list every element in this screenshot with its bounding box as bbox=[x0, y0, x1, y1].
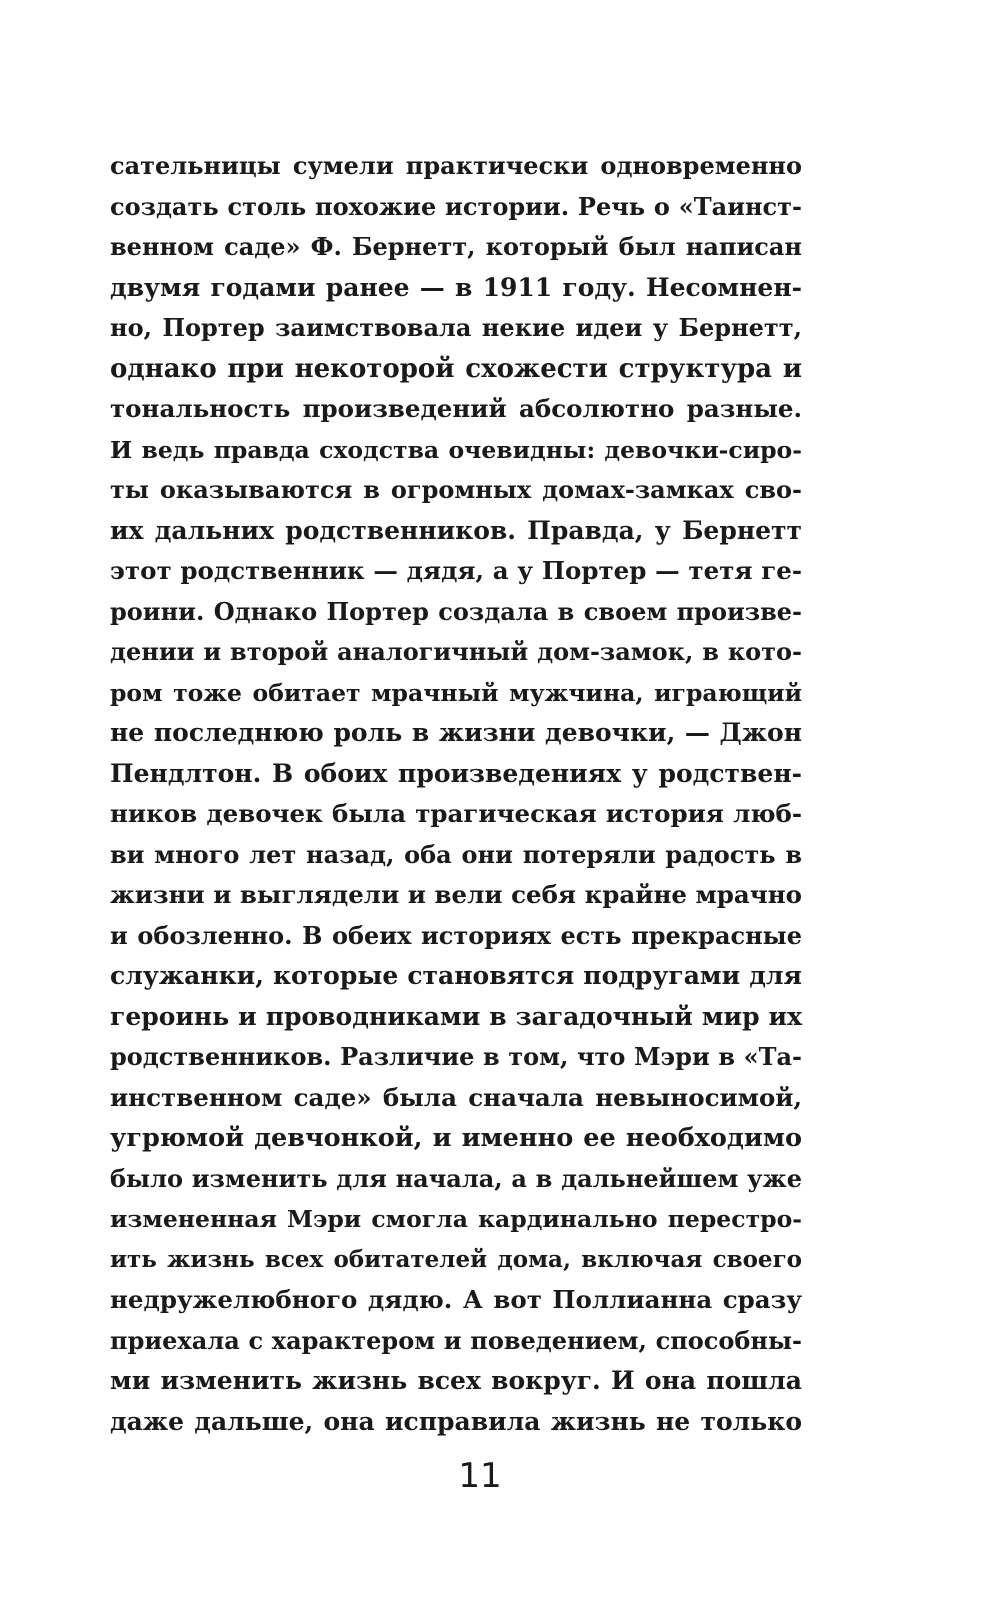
text-line: измененная Мэри смогла кардинально перестро- bbox=[110, 1205, 802, 1233]
text-line: служанки, которые становятся подругами для bbox=[110, 961, 802, 990]
text-line: их дальних родственников. Правда, у Бернетт bbox=[110, 515, 802, 545]
body-text bbox=[110, 146, 802, 1442]
text-line: ром тоже обитает мрачный мужчина, играющий bbox=[110, 678, 802, 707]
text-line: дении и второй аналогичный дом-замок, в кото- bbox=[110, 637, 802, 666]
text-line: инственном саде» была сначала невыносимой, bbox=[110, 1082, 802, 1112]
text-line: и обозленно. В обеих историях есть прекрасные bbox=[110, 920, 802, 950]
text-line: тональность произведений абсолютно разные. bbox=[110, 394, 802, 423]
text-line: создать столь похожие истории. Речь о «Таинст- bbox=[110, 191, 802, 221]
text-line: ников девочек была трагическая история люб- bbox=[110, 799, 802, 828]
text-line: героинь и проводниками в загадочный мир их bbox=[110, 1001, 802, 1031]
text-line: ить жизнь всех обитателей дома, включая своего bbox=[110, 1245, 802, 1273]
text-line: даже дальше, она исправила жизнь не только bbox=[110, 1406, 802, 1436]
text-line: сательницы сумели практически одновременно bbox=[110, 151, 802, 180]
text-line: венном саде» Ф. Бернетт, который был написан bbox=[110, 232, 802, 261]
text-line: ми изменить жизнь всех вокруг. И она пошла bbox=[110, 1366, 802, 1395]
text-line: жизни и выглядели и вели себя крайне мрачно bbox=[110, 880, 802, 909]
text-line: двумя годами ранее — в 1911 году. Несомнен- bbox=[110, 272, 802, 302]
text-line: Пендлтон. В обоих произведениях у родствен- bbox=[110, 758, 802, 788]
text-line: приехала с характером и поведением, способны- bbox=[110, 1325, 802, 1355]
text-line: но, Портер заимствовала некие идеи у Бернетт, bbox=[110, 313, 802, 342]
text-line: этот родственник — дядя, а у Портер — тетя ге- bbox=[110, 556, 802, 585]
text-line: угрюмой девчонкой, и именно ее необходимо bbox=[110, 1123, 802, 1153]
text-line: роини. Однако Портер создала в своем произве- bbox=[110, 596, 802, 626]
text-line: однако при некоторой схожести структура и bbox=[110, 353, 802, 384]
text-line: родственников. Различие в том, что Мэри в «Та- bbox=[110, 1042, 802, 1071]
text-line: ви много лет назад, оба они потеряли радость в bbox=[110, 839, 802, 869]
text-line: было изменить для начала, а в дальнейшем уже bbox=[110, 1163, 802, 1193]
page-number: 11 bbox=[458, 1456, 502, 1496]
text-line: не последнюю роль в жизни девочки, — Джон bbox=[110, 718, 802, 747]
text-line: ты оказываются в огромных домах-замках сво- bbox=[110, 475, 802, 504]
text-line: недружелюбного дядю. А вот Поллианна сразу bbox=[110, 1285, 802, 1314]
text-line: И ведь правда сходства очевидны: девочки-сиро- bbox=[110, 435, 802, 464]
